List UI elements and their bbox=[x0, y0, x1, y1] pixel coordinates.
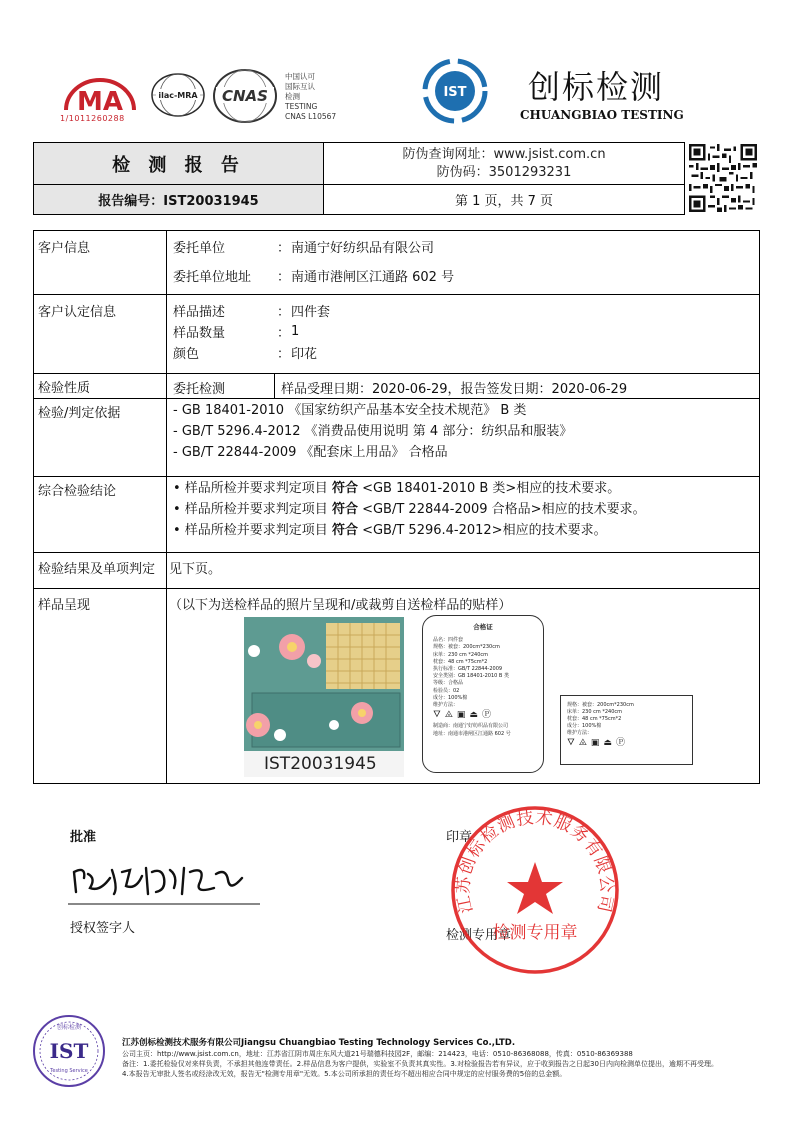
tumble-dry-icon: ▣ bbox=[590, 738, 600, 748]
client-info-label: 客户信息 bbox=[34, 231, 167, 294]
care-symbols bbox=[567, 740, 686, 747]
footer-company: 江苏创标检测技术服务有限公司Jiangsu Chuangbiao Testing Technology Services Co.,LTD. bbox=[122, 1038, 516, 1048]
iron-icon: ⏏ bbox=[469, 710, 478, 721]
report-number: 报告编号：IST20031945 bbox=[34, 185, 324, 214]
wash-icon: 🜄 bbox=[567, 738, 575, 748]
sample-photo bbox=[244, 617, 404, 777]
ilac-mra-logo-icon bbox=[150, 72, 206, 118]
official-seal-icon bbox=[445, 800, 625, 980]
cma-number: 1/1011260288 bbox=[60, 114, 125, 123]
client-name-value: 南通宁好纺织品有限公司 bbox=[291, 241, 435, 256]
test-nature-label: 检验性质 bbox=[34, 374, 167, 398]
basis-line: - GB 18401-2010 《国家纺织产品基本安全技术规范》 B 类 bbox=[173, 403, 527, 418]
results-row bbox=[34, 553, 759, 589]
dry-clean-icon: Ⓟ bbox=[615, 738, 625, 748]
conclusion-label: 综合检验结论 bbox=[34, 477, 167, 552]
client-info-row bbox=[34, 231, 759, 295]
sample-label: 样品呈现 bbox=[34, 589, 167, 783]
test-basis-label: 检验/判定依据 bbox=[34, 399, 167, 476]
ilac-text: ilac-MRA bbox=[158, 91, 198, 100]
footer-note-1: 备注：1.委托检验仅对来样负责，不承担其他连带责任。2.样品信息为客户提供，实验室不负责其真实性。3.对检验报告若有异议，应于收到报告之日起30日内向检测单位提出，逾期不再受理。 bbox=[122, 1060, 718, 1068]
svg-text:创标检测: 创标检测 bbox=[56, 1024, 82, 1031]
conclusion-line: • 样品所检并要求判定项目 符合 <GB 18401-2010 B 类>相应的技术要求。 bbox=[173, 481, 621, 496]
sample-description-row: 样品描述 ： 四件套 bbox=[173, 305, 331, 320]
no-bleach-icon: ⨻ bbox=[444, 710, 453, 721]
footer-contact: 公司主页：http://www.jsist.com.cn，地址：江苏省江阴市周庄东风大道21号瑞德科技园2F，邮编：214423，电话：0510-86368088，传真：0510-86369388 bbox=[122, 1050, 633, 1058]
care-symbols bbox=[433, 712, 533, 719]
results-text: 见下页。 bbox=[169, 562, 222, 577]
ist-text: IST bbox=[443, 85, 467, 100]
no-bleach-icon: ⨻ bbox=[578, 738, 587, 748]
conclusion-line: • 样品所检并要求判定项目 符合 <GB/T 22844-2009 合格品>相应的技术要求。 bbox=[173, 502, 646, 517]
handwritten-signature-icon bbox=[66, 848, 266, 908]
authorized-signer-label: 授权签字人 bbox=[70, 921, 136, 936]
approve-label: 批准 bbox=[70, 830, 97, 845]
client-confirm-row bbox=[34, 295, 759, 374]
svg-text:Testing Service: Testing Service bbox=[50, 1068, 88, 1074]
footer-ist-logo-icon bbox=[32, 1014, 106, 1088]
client-name-row: 委托单位 ： 南通宁好纺织品有限公司 bbox=[173, 236, 753, 257]
sample-color-row: 颜色 ： 印花 bbox=[173, 347, 318, 362]
svg-text:IST: IST bbox=[49, 1039, 89, 1063]
cnas-description: 中国认可 国际互认 检测 TESTING CNAS L10567 bbox=[285, 72, 337, 121]
report-info-table bbox=[33, 230, 760, 784]
cnas-text: CNAS bbox=[222, 87, 268, 105]
anti-fake-info bbox=[324, 143, 684, 185]
footer-note-2: 4.本报告无审批人签名或经涂改无效，报告无"检测专用章"无效。5.本公司所承担的责任均不超出相应合同中规定的应付服务费的5倍的总金额。 bbox=[122, 1070, 567, 1078]
brand-name-cn: 创标检测 bbox=[528, 68, 665, 106]
wash-icon: 🜄 bbox=[433, 710, 441, 721]
test-type: 委托检测 bbox=[167, 374, 275, 398]
test-nature-row bbox=[34, 374, 759, 399]
seal-label-2: 检测专用章 bbox=[446, 928, 512, 943]
sample-note: （以下为送检样品的照片呈现和/或裁剪自送检样品的贴样） bbox=[169, 598, 512, 613]
basis-line: - GB/T 5296.4-2012 《消费品使用说明 第 4 部分：纺织品和服装》 bbox=[173, 424, 573, 439]
footer-info bbox=[122, 1037, 762, 1079]
client-address-value: 南通市港闸区江通路 602 号 bbox=[291, 270, 455, 285]
tumble-dry-icon: ▣ bbox=[456, 710, 466, 721]
cma-text: MA bbox=[77, 87, 123, 117]
report-title-box bbox=[33, 142, 685, 215]
page-info: 第 1 页，共 7 页 bbox=[454, 194, 554, 209]
sample-tag-spec: 规格：被套：200cm*230cm 床单：230 cm *240cm 枕套：48 cm *75cm*2 成分：100%棉 维护方法： 🜄 ⨻ ▣ ⏏ Ⓟ bbox=[560, 695, 693, 765]
bedding-fabric-icon bbox=[244, 617, 404, 751]
results-label: 检验结果及单项判定 bbox=[34, 553, 167, 588]
svg-text:江苏创标检测技术服务有限公司: 江苏创标检测技术服务有限公司 bbox=[453, 807, 617, 915]
cnas-logo-icon bbox=[212, 68, 278, 124]
qr-code-icon[interactable] bbox=[689, 142, 757, 214]
tag-title: 合格证 bbox=[473, 623, 493, 631]
anti-fake-code: 防伪码：3501293231 bbox=[436, 165, 572, 180]
svg-text:检测专用章: 检测专用章 bbox=[492, 923, 578, 943]
conclusion-line: • 样品所检并要求判定项目 符合 <GB/T 5296.4-2012>相应的技术要求。 bbox=[173, 523, 607, 538]
sample-photo-label: IST20031945 bbox=[244, 751, 404, 777]
anti-fake-url: 防伪查询网址：www.jsist.com.cn bbox=[402, 147, 606, 162]
seal-label: 印章 bbox=[446, 830, 473, 845]
report-title: 检 测 报 告 bbox=[34, 143, 324, 185]
basis-line: - GB/T 22844-2009 《配套床上用品》 合格品 bbox=[173, 445, 448, 460]
ist-logo-icon bbox=[420, 56, 490, 126]
test-dates: 样品受理日期：2020-06-29，报告签发日期：2020-06-29 bbox=[281, 382, 628, 397]
conclusion-row bbox=[34, 477, 759, 553]
dry-clean-icon: Ⓟ bbox=[481, 710, 491, 721]
client-confirm-label: 客户认定信息 bbox=[34, 295, 167, 373]
brand-name-en: CHUANGBIAO TESTING bbox=[520, 108, 684, 122]
sample-tag-certificate: 合格证 品名：四件套 规格：被套：200cm*230cm 床单：230 cm *240cm 枕套：48 cm *75cm*2 执行标准：GB/T 22844-2009 安全类别：GB 18401-2010 B 类 等级：合格品 检验员：02 成分：100%棉 维护方法： 🜄 ⨻ ▣ ⏏ Ⓟ 制造商：南通宁好纺织品有限公司 地址：南通市港闸区江通路 602 号 bbox=[422, 615, 544, 773]
test-basis-row bbox=[34, 399, 759, 477]
sample-quantity-row: 样品数量 ： 1 bbox=[173, 324, 300, 341]
client-address-row: 委托单位地址 ： 南通市港闸区江通路 602 号 bbox=[173, 265, 753, 286]
iron-icon: ⏏ bbox=[603, 738, 612, 748]
sample-row bbox=[34, 589, 759, 783]
